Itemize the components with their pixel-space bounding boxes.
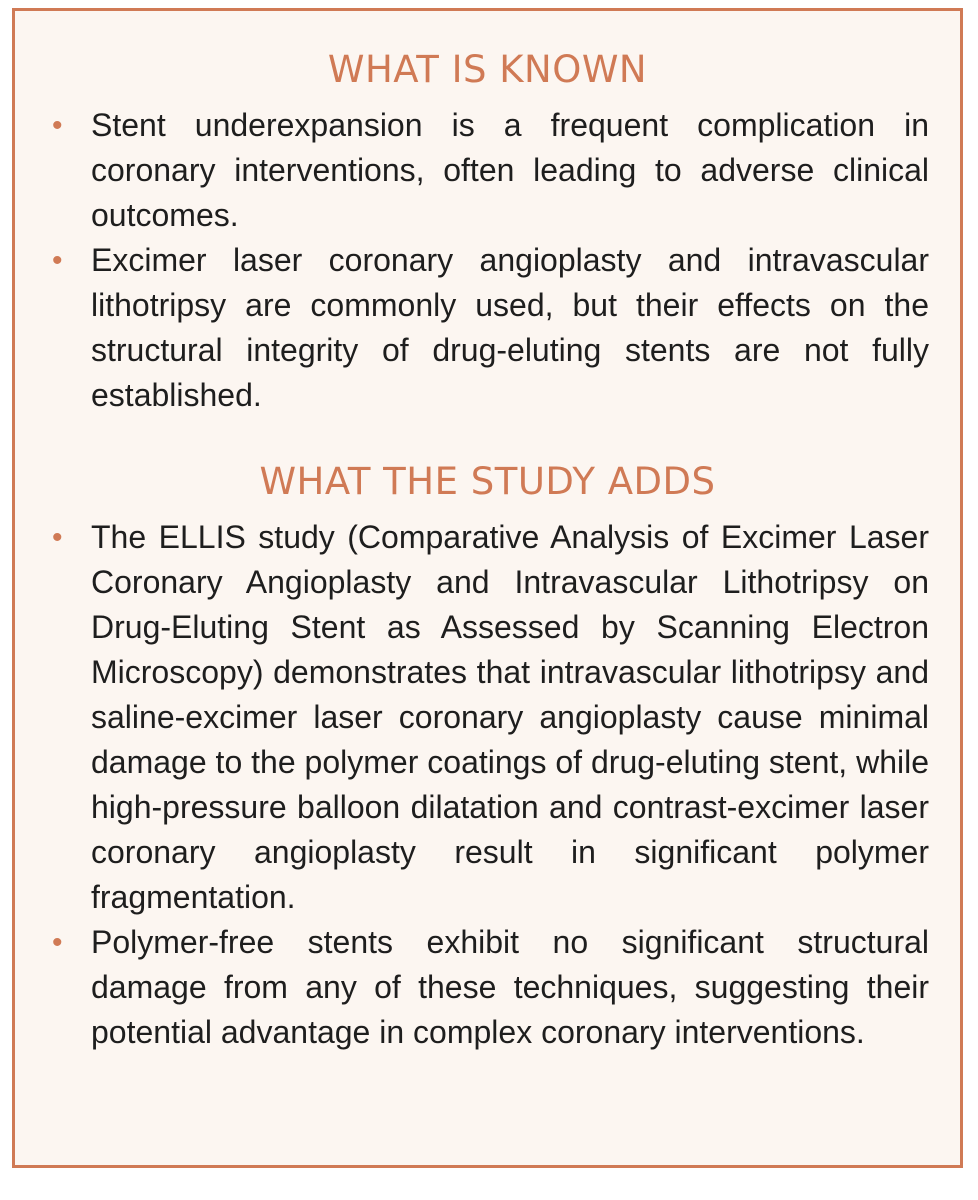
list-item [52,238,929,418]
list-item-text: The ELLIS study (Comparative Analysis of Excimer Laser Coronary Angioplasty and Intravascular Lithotripsy on Drug-Eluting Stent as Assessed by Scanning Electron Microscopy) demonstrates that intravascular lithotripsy and saline-excimer laser coronary angioplasty cause minimal damage to the polymer coatings of drug-eluting stent, while high-pressure balloon dilatation and contrast-excimer laser coronary angioplasty result in significant polymer fragmentation. [91,519,929,915]
list-item [52,920,929,1055]
list-item [52,103,929,238]
key-points-box [12,8,963,1168]
bullet-icon: • [52,521,63,554]
section-heading-what-the-study-adds: WHAT THE STUDY ADDS [259,460,716,503]
list-item [52,515,929,920]
what-is-known-list [52,103,929,418]
what-the-study-adds-list [52,515,929,1055]
bullet-icon: • [52,109,63,142]
list-item-text: Stent underexpansion is a frequent complication in coronary interventions, often leading to adverse clinical outcomes. [91,107,929,233]
bullet-icon: • [52,244,63,277]
list-item-text: Polymer-free stents exhibit no significant structural damage from any of these techniques, suggesting their potential advantage in complex coronary interventions. [91,924,929,1050]
bullet-icon: • [52,926,63,959]
list-item-text: Excimer laser coronary angioplasty and intravascular lithotripsy are commonly used, but their effects on the structural integrity of drug-eluting stents are not fully established. [91,242,929,413]
section-heading-what-is-known: WHAT IS KNOWN [327,48,648,91]
